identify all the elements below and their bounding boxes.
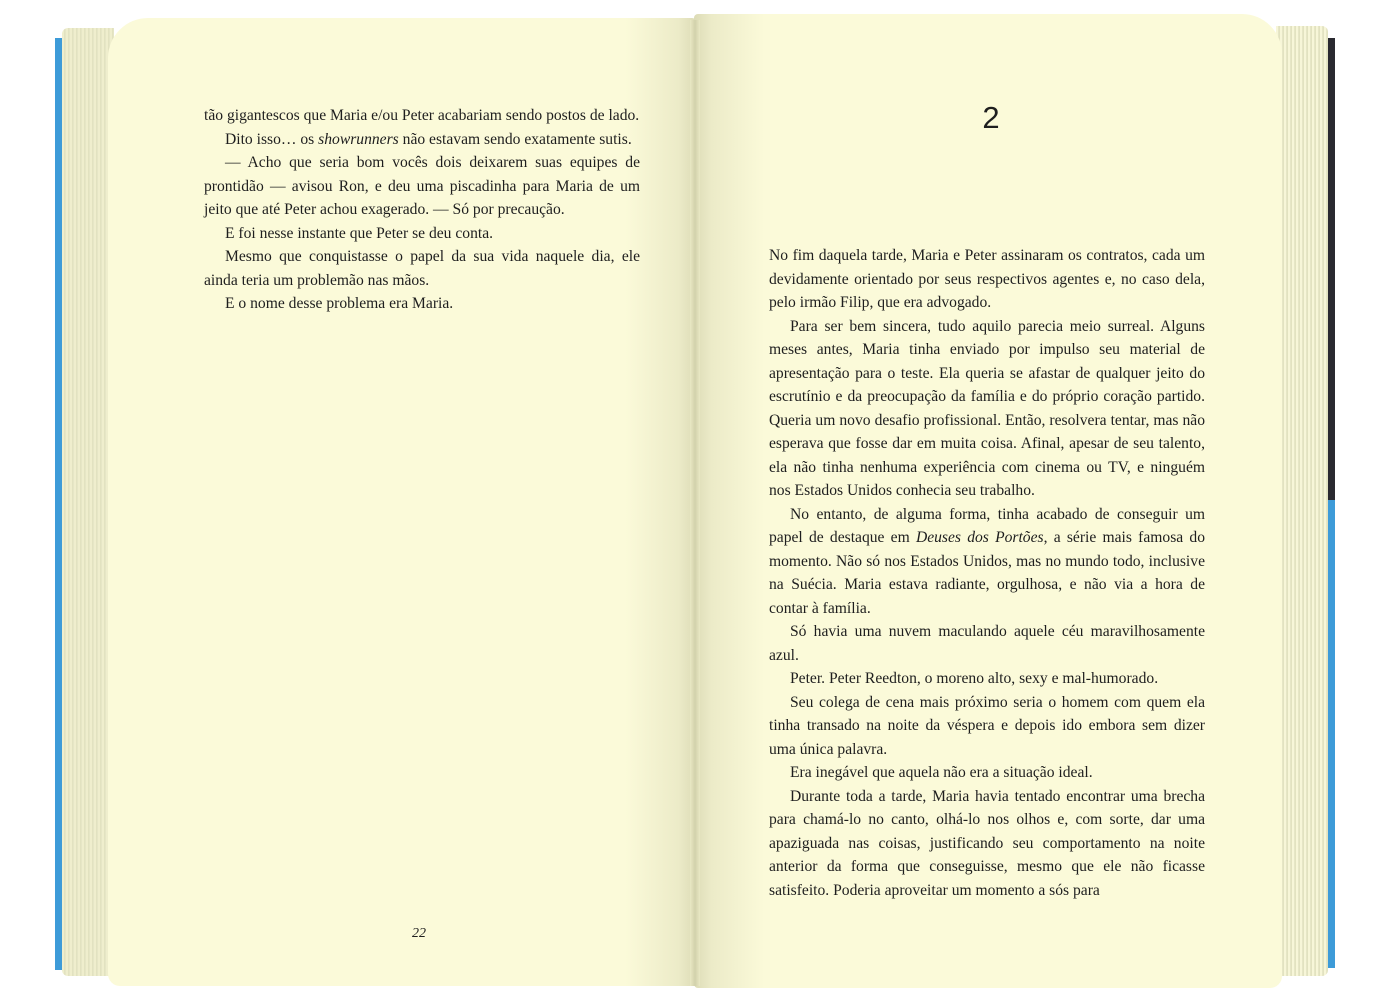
paragraph: E foi nesse instante que Peter se deu conta.	[225, 224, 494, 242]
italic-term: showrunners	[318, 130, 399, 148]
page-stack-right	[1276, 26, 1328, 976]
paragraph: Era inegável que aquela não era a situação ideal.	[790, 764, 1093, 781]
paragraph: Seu colega de cena mais próximo seria o homem com quem ela tinha transado na noite da véspera e depois ido embora sem dizer uma única palavra.	[769, 693, 1205, 758]
paragraph: No entanto, de alguma forma, tinha acabado de conseguir um papel de destaque em Deuses dos Portões, a série mais famosa do momento. Não só nos Estados Unidos, mas no mundo todo, inclusive na Suécia. Maria estava radiante, orgulhosa, e não via a hora de contar à família.	[769, 505, 1205, 617]
paragraph: Para ser bem sincera, tudo aquilo parecia meio surreal. Alguns meses antes, Maria tinha enviado por impulso seu material de apresentação para o teste. Ela queria se afastar de qualquer jeito do escrutínio e da preocupação da família e do próprio coração partido. Queria um novo desafio profissional. Então, resolvera tentar, mas não esperava que fosse dar em muita coisa. Afinal, apesar de seu talento, ela não tinha nenhuma experiência com cinema ou TV, e ninguém nos Estados Unidos conhecia seu trabalho.	[769, 317, 1205, 499]
paragraph: tão gigantescos que Maria e/ou Peter acabariam sendo postos de lado.	[204, 107, 640, 124]
paragraph: Dito isso… os showrunners não estavam sendo exatamente sutis.	[225, 130, 632, 148]
paragraph: E o nome desse problema era Maria.	[225, 295, 454, 312]
paragraph: Durante toda a tarde, Maria havia tentado encontrar uma brecha para chamá-lo no canto, olhá-lo nos olhos e, com sorte, dar uma apaziguada nas coisas, justificando seu comportamento na noite anterior da forma que conseguisse, mesmo que ele não ficasse satisfeito. Poderia aproveitar um momento a sós para	[769, 787, 1205, 899]
chapter-number: 2	[982, 100, 1000, 135]
left-page-text	[204, 104, 640, 316]
paragraph: Mesmo que conquistasse o papel da sua vida naquele dia, ele ainda teria um problemão nas mãos.	[204, 248, 640, 289]
right-page-text	[769, 244, 1205, 902]
paragraph: No fim daquela tarde, Maria e Peter assinaram os contratos, cada um devidamente orientado por seus respectivos agentes e, no caso dela, pelo irmão Filip, que era advogado.	[769, 247, 1205, 311]
page-number: 22	[412, 926, 426, 941]
paragraph: — Acho que seria bom vocês dois deixarem suas equipes de prontidão — avisou Ron, e deu uma piscadinha para Maria de um jeito que até Peter achou exagerado. — Só por precaução.	[204, 154, 640, 218]
paragraph: Peter. Peter Reedton, o moreno alto, sexy e mal-humorado.	[790, 670, 1159, 687]
book-gutter	[690, 20, 700, 986]
italic-term: Deuses dos Portões	[915, 529, 1044, 546]
paragraph: Só havia uma nuvem maculando aquele céu maravilhosamente azul.	[769, 623, 1205, 664]
page-stack-left	[62, 28, 114, 976]
